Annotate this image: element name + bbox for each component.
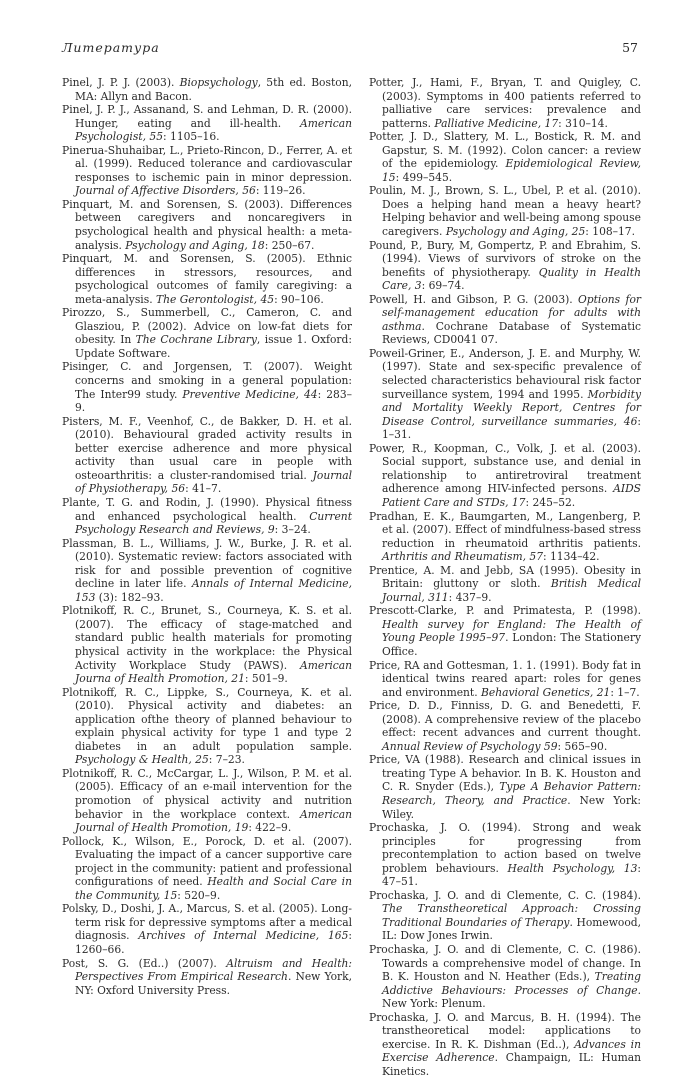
reference-entry [369, 889, 641, 943]
reference-details: : 1–7. [610, 685, 640, 699]
reference-details: : 1134–42. [543, 550, 600, 564]
left-column [62, 76, 352, 997]
reference-details: . New York: Wiley. [382, 793, 642, 821]
reference-entry [62, 686, 352, 767]
reference-source: The Gerontologist, 45 [156, 292, 275, 306]
reference-text: Prentice, A. M. and Jebb, SA (1995). Obesity in Britain: gluttony or sloth. [369, 563, 641, 591]
reference-source: Current Psychology Research and Reviews, 9 [75, 509, 352, 537]
reference-text: Poulin, M. J., Brown, S. L., Ubel, P. et al. (2010). Does a helping hand mean a heavy heart? Helping behavior and well-being among spouse caregivers. [369, 184, 641, 239]
reference-source: AIDS Patient Care and STDs, 17 [382, 482, 641, 509]
reference-entry [369, 564, 641, 605]
reference-details: . Champaign, IL: Human Kinetics. [382, 1051, 641, 1078]
reference-source: Psychology and Aging, 25 [445, 225, 586, 239]
reference-source: Health Psychology, 13 [507, 861, 638, 875]
reference-entry [369, 1011, 641, 1078]
reference-details: . New York: Plenum. [382, 983, 641, 1011]
reference-details: (3): 182–93. [95, 590, 164, 604]
reference-source: American Journa of Health Promotion, 21 [75, 658, 352, 686]
reference-text: Plotnikoff, R. C., McCargar, L. J., Wilson, P. M. et al. (2005). Efficacy of an e-mail intervention for the promotion of physical activity and nutrition behavior in the workplace context. [62, 766, 352, 821]
reference-source: Preventive Medicine, 44 [182, 387, 318, 401]
reference-entry [369, 293, 641, 347]
reference-source: Palliative Medicine, 17 [434, 116, 559, 130]
reference-text: Pisters, M. F., Veenhof, C., de Bakker, D. H. et al. (2010). Behavioural graded activity results in better exercise adherence and more physical activity than usual care in people with osteoarthritis: a cluster-randomised trial. [62, 414, 352, 482]
reference-details: : 245–52. [525, 495, 576, 509]
chapter-title: Литература [62, 40, 160, 55]
reference-text: Price, VA (1988). Research and clinical issues in treating Type A behavior. In B. K. Houston and C. R. Snyder (Eds.), [369, 753, 641, 794]
reference-details: : 1–31. [382, 414, 641, 442]
reference-entry [62, 496, 352, 537]
reference-entry [369, 130, 641, 184]
reference-details: : 499–545. [395, 170, 453, 184]
reference-text: Prescott-Clarke, P. and Primatesta, P. (1998). [369, 604, 641, 618]
reference-details: : 520–9. [177, 888, 221, 902]
reference-text: Prochaska, J. O. (1994). Strong and weak principles for progressing from precontemplation to action based on twelve problem behaviours. [369, 821, 641, 875]
reference-details: : 41–7. [185, 482, 222, 496]
reference-entry [62, 957, 352, 998]
running-header [62, 40, 638, 58]
reference-text: Prochaska, J. O. and Marcus, B. H. (1994). The transtheoretical model: applications to exercise. In R. K. Dishman (Ed..), [369, 1010, 641, 1051]
reference-source: Annals of Internal Medicine, 153 [75, 577, 352, 604]
reference-entry [369, 347, 641, 442]
reference-details: : 3–24. [274, 523, 311, 537]
reference-source: The Cochrane Library [135, 333, 257, 347]
reference-text: Powell, H. and Gibson, P. G. (2003). [369, 292, 579, 306]
reference-details: : 565–90. [557, 739, 608, 753]
reference-entry [369, 943, 641, 1011]
reference-text: Pinquart, M. and Sorensen, S. (2005). Ethnic differences in stressors, resources, and psychological outcomes of family caregiving: a meta-analysis. [62, 252, 352, 306]
reference-entry [369, 184, 641, 238]
reference-entry [369, 510, 641, 564]
reference-source: Biopsychology [179, 76, 258, 89]
reference-source: Psychology & Health, 25 [75, 753, 209, 767]
reference-entry [62, 144, 352, 198]
reference-text: Pound, P., Bury, M, Gompertz, P. and Ebrahim, S. (1994). Views of survivors of stroke on the benefits of physiotherapy. [369, 238, 641, 279]
reference-entry [62, 103, 352, 144]
reference-details: : 1260–66. [75, 929, 352, 956]
reference-text: Potter, J. D., Slattery, M. L., Bostick, R. M. and Gapstur, S. M. (1992). Colon cancer: a review of the epidemiology. [369, 130, 641, 171]
reference-details: : 437–9. [448, 590, 492, 604]
reference-entry [369, 753, 641, 821]
reference-source: Journal of Physiotherapy, 56 [75, 468, 352, 496]
reference-source: Quality in Health Care, 3 [382, 265, 641, 293]
reference-entry [62, 902, 352, 956]
reference-details: : 119–26. [255, 184, 306, 198]
reference-details: : 250–67. [264, 238, 315, 252]
reference-entry [369, 442, 641, 510]
reference-details: , issue 1. Oxford: Update Software. [75, 333, 352, 360]
reference-text: Post, S. G. (Ed..) (2007). [62, 956, 227, 970]
reference-text: Plotnikoff, R. C., Brunet, S., Courneya, K. S. et al. (2007). The efficacy of stage-matched and standard public health materials for promoting physical activity in the workplace: the Physical Activity Workplace Study (PAWS). [62, 604, 352, 672]
reference-text: Pinquart, M. and Sorensen, S. (2003). Differences between caregivers and noncaregivers in psychological health and physical health: a meta-analysis. [62, 197, 352, 252]
reference-text: Pisinger, C. and Jorgensen, T. (2007). Weight concerns and smoking in a general population: The Inter99 study. [62, 360, 352, 401]
reference-source: Advances in Exercise Adherence [382, 1037, 641, 1065]
reference-text: Plassman, B. L., Williams, J. W., Burke, J. R. et al. (2010). Systematic review: factors associated with risk for and possible prevention of cognitive decline in later life. [62, 536, 352, 591]
reference-entry [369, 659, 641, 700]
reference-source: American Psychologist, 55 [75, 116, 352, 144]
reference-details: : 422–9. [248, 821, 292, 835]
page-number: 57 [622, 40, 638, 55]
reference-source: Type A Behavior Pattern: Research, Theory, and Practice [382, 780, 641, 807]
reference-text: Potter, J., Hami, F., Bryan, T. and Quigley, C. (2003). Symptoms in 400 patients referred to palliative care services: prevalence and patterns. [369, 76, 641, 130]
reference-entry [369, 239, 641, 293]
reference-details: : 501–9. [244, 672, 288, 686]
reference-entry [62, 767, 352, 835]
reference-text: Pollock, K., Wilson, E., Porock, D. et al. (2007). Evaluating the impact of a cancer supportive care project in the community: patient and professional configurations of need. [62, 834, 352, 889]
reference-source: Treating Addictive Behaviours: Processes of Change [382, 970, 641, 997]
reference-details: . London: The Stationery Office. [382, 631, 641, 658]
reference-text: Pirozzo, S., Summerbell, C., Cameron, C. and Glasziou, P. (2002). Advice on low-fat diets for obesity. In [62, 306, 352, 347]
right-column [369, 76, 641, 1078]
reference-details: : 108–17. [585, 225, 636, 239]
reference-text: Prochaska, J. O. and di Clemente, C. C. (1986). Towards a comprehensive model of change. In B. K. Houston and N. Heather (Eds.), [369, 943, 641, 984]
reference-entry [369, 76, 641, 130]
reference-source: Morbidity and Mortality Weekly Report, Centres for Disease Control, surveillance summaries, 46 [382, 387, 641, 428]
reference-entry [62, 835, 352, 903]
reference-source: American Journal of Health Promotion, 19 [75, 807, 352, 835]
reference-source: British Medical Journal, 311 [382, 577, 641, 604]
reference-text: Price, D. D., Finniss, D. G. and Benedetti, F. (2008). A comprehensive review of the placebo effect: recent advances and current thought. [369, 699, 641, 740]
reference-source: Arthritis and Rheumatism, 57 [382, 550, 543, 564]
reference-details: : 283–9. [75, 387, 352, 415]
reference-entry [369, 699, 641, 753]
reference-source: The Transtheoretical Approach: Crossing Traditional Boundaries of Therapy [382, 902, 641, 929]
reference-details: . New York, NY: Oxford University Press. [75, 970, 353, 997]
reference-entry [369, 604, 641, 658]
reference-source: Journal of Affective Disorders, 56 [75, 184, 256, 198]
reference-details: : 69–74. [421, 279, 465, 293]
reference-entry [62, 252, 352, 306]
reference-text: Price, RA and Gottesman, 1. 1. (1991). Body fat in identical twins reared apart: roles for genes and environment. [369, 658, 641, 699]
reference-text: Prochaska, J. O. and di Clemente, C. C. (1984). [369, 888, 641, 902]
reference-source: Psychology and Aging, 18 [125, 238, 265, 252]
reference-source: Epidemiological Review, 15 [382, 157, 641, 184]
reference-source: Health survey for England: The Health of Young People 1995–97 [382, 617, 641, 645]
reference-text: Power, R., Koopman, C., Volk, J. et al. (2003). Social support, substance use, and denial in relationship to antiretroviral treatment adherence among HIV-infected persons. [369, 441, 641, 496]
reference-text: Plante, T. G. and Rodin, J. (1990). Physical fitness and enhanced psychological health. [62, 495, 352, 523]
reference-text: Pinel, J. P. J. (2003). [62, 76, 180, 89]
reference-entry [369, 821, 641, 889]
reference-source: Health and Social Care in the Community, 15 [75, 875, 352, 902]
reference-details: : 1105–16. [163, 130, 220, 144]
reference-source: Behavioral Genetics, 21 [481, 685, 611, 699]
reference-entry [62, 76, 352, 103]
reference-entry [62, 415, 352, 496]
reference-entry [62, 537, 352, 605]
reference-details: . Cochrane Database of Systematic Reviews, CD0041 07. [382, 319, 641, 347]
reference-text: Pradhan, E. K., Baumgarten, M., Langenberg, P. et al. (2007). Effect of mindfulness-based stress reduction in rheumatoid arthritis patients. [369, 509, 641, 550]
reference-source: Altruism and Health: Perspectives From Empirical Research [75, 956, 352, 984]
reference-details: : 90–106. [274, 292, 324, 306]
reference-entry [62, 604, 352, 685]
reference-details: : 310–14. [558, 116, 608, 130]
reference-text: Pinerua-Shuhaibar, L., Prieto-Rincon, D., Ferrer, A. et al. (1999). Reduced tolerance and cardiovascular responses to ischemic pain in minor depression. [62, 143, 352, 184]
reference-entry [62, 360, 352, 414]
reference-details: : 47–51. [382, 861, 641, 889]
reference-text: Pinel, J. P. J., Assanand, S. and Lehman, D. R. (2000). Hunger, eating and ill-health. [62, 103, 352, 130]
reference-text: Poweil-Griner, E., Anderson, J. E. and Murphy, W. (1997). State and sex-specific prevalence of selected characteristics behavioural risk factor surveillance system, 1994 and 1995. [369, 346, 641, 401]
reference-source: Archives of Internal Medicine, 165 [138, 929, 349, 943]
reference-details: . Homewood, IL: Dow Jones Irwin. [382, 915, 642, 943]
reference-entry [62, 306, 352, 360]
reference-text: Plotnikoff, R. C., Lippke, S., Courneya, K. et al. (2010). Physical activity and diabetes: an application ofthe theory of planned behaviour to explain physical activity for type 1 and type 2 diabetes in an adult population sample. [62, 685, 352, 753]
reference-entry [62, 198, 352, 252]
reference-details: , 5th ed. Boston, MA: Allyn and Bacon. [75, 76, 352, 103]
reference-details: : 7–23. [208, 753, 245, 767]
reference-text: Polsky, D., Doshi, J. A., Marcus, S. et al. (2005). Long-term risk for depressive symptoms after a medical diagnosis. [62, 902, 352, 943]
reference-source: Annual Review of Psychology 59 [382, 739, 558, 753]
reference-source: Options for self-management education for adults with asthma [382, 292, 641, 333]
